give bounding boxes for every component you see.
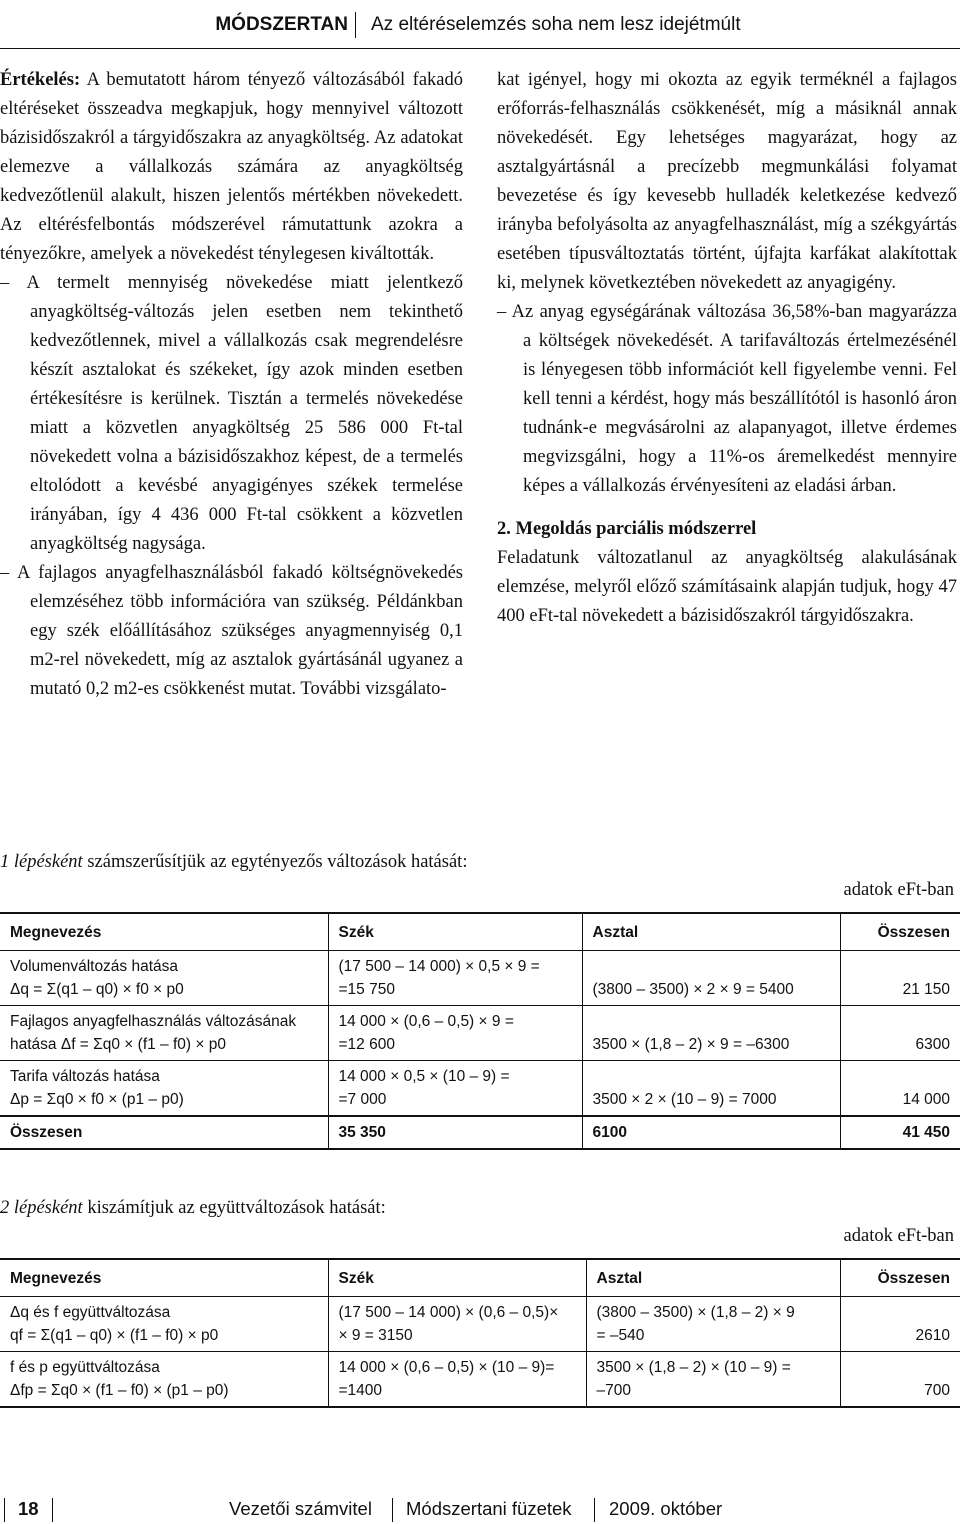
row-total: 21 150	[840, 951, 960, 1006]
table-joint-factor	[0, 1258, 960, 1408]
table-row	[0, 1352, 960, 1408]
asztal-result: = –540	[596, 1327, 645, 1344]
total-label: Összesen	[0, 1116, 328, 1149]
grand-total: 41 450	[840, 1116, 960, 1149]
szek-result: × 9 = 3150	[338, 1327, 413, 1344]
table-single-factor	[0, 912, 960, 1150]
left-column	[0, 66, 463, 704]
page-footer	[0, 1494, 960, 1524]
row-formula: qf = Σ(q1 – q0) × (f1 – f0) × p0	[10, 1327, 219, 1344]
footer-separator	[392, 1498, 393, 1522]
footer-journal: Vezetői számvitel	[229, 1498, 372, 1519]
row-total: 2610	[840, 1297, 960, 1352]
page-header	[0, 8, 960, 48]
szek-calc: 14 000 × (0,6 – 0,5) × (10 – 9)=	[338, 1359, 555, 1376]
szek-result: =15 750	[338, 981, 395, 998]
table1-header-row	[0, 913, 960, 951]
total-szek: 35 350	[328, 1116, 582, 1149]
section-label: MÓDSZERTAN	[215, 14, 348, 35]
bullet-unit-price: – Az anyag egységárának változása 36,58%-ban magyarázza a költségek növekedését. A tarifaváltozás értelmezésénél is lényegesen több információt kell figyelembe venni. Fel kell tenni a kérdést, hogy más beszállítótól is hasonló áron tudnánk-e megvásárolni az alapanyagot, illetve érdemes megvizsgálni, hogy a 11%-os áremelkedést mennyire képes a vállalkozás érvényesíteni az eladási árban.	[497, 302, 957, 496]
step2-caption	[0, 1198, 386, 1219]
szek-calc: (17 500 – 14 000) × (0,6 – 0,5)×	[338, 1304, 559, 1321]
evaluation-paragraph	[0, 66, 463, 269]
step2-text: kiszámítjuk az együttváltozások hatását:	[82, 1198, 386, 1218]
col-header-name: Megnevezés	[0, 913, 328, 951]
right-column	[497, 66, 957, 631]
row-total: 700	[840, 1352, 960, 1408]
table-row	[0, 1006, 960, 1061]
header-rule	[0, 48, 960, 49]
table-row	[0, 951, 960, 1006]
step1-caption	[0, 852, 467, 873]
bullet-volume: – A termelt mennyiség növekedése miatt jelentkező anyagköltség-változás jelen esetben nem tekinthető kedvezőtlennek, mivel a vállalkozás csak megrendelésre készít asztalokat és székeket, így azok minden esetben értékesítésre is kerülnek. Tisztán a termelés növekedése miatt a közvetlen anyagköltség 25 586 000 Ft-tal növekedett volna a bázisidőszakhoz képest, de a termelés eltolódott a kevésbé anyagigényes székek termelése irányában, így 4 436 000 Ft-tal csökkent a közvetlen anyagköltség nagysága.	[0, 273, 463, 554]
table-row	[0, 1297, 960, 1352]
page-number: 18	[18, 1498, 39, 1519]
step1-text: számszerűsítjük az egytényezős változások hatását:	[82, 852, 468, 872]
col-header-total: Összesen	[840, 913, 960, 951]
total-asztal: 6100	[582, 1116, 840, 1149]
article-title: Az eltéréselemzés soha nem lesz idejétmúlt	[371, 14, 741, 35]
evaluation-label: Értékelés:	[0, 70, 81, 90]
asztal-result: –700	[596, 1382, 631, 1399]
table2-header-row	[0, 1259, 960, 1297]
asztal-calc: (3800 – 3500) × 2 × 9 = 5400	[582, 951, 840, 1006]
row-total: 14 000	[840, 1061, 960, 1117]
szek-result: =12 600	[338, 1036, 395, 1053]
col-header-szek: Szék	[328, 1259, 586, 1297]
szek-calc: 14 000 × 0,5 × (10 – 9) =	[338, 1068, 510, 1085]
row-formula: hatása Δf = Σq0 × (f1 – f0) × p0	[10, 1036, 226, 1053]
table1-total-row	[0, 1116, 960, 1149]
asztal-calc: 3500 × (1,8 – 2) × 9 = –6300	[582, 1006, 840, 1061]
szek-result: =7 000	[338, 1091, 387, 1108]
row-label: Fajlagos anyagfelhasználás változásának	[10, 1013, 297, 1030]
row-formula: Δp = Σq0 × f0 × (p1 – p0)	[10, 1091, 184, 1108]
szek-calc: (17 500 – 14 000) × 0,5 × 9 =	[338, 958, 540, 975]
col-header-total: Összesen	[840, 1259, 960, 1297]
footer-series: Módszertani füzetek	[406, 1498, 572, 1519]
step2-em: 2 lépésként	[0, 1198, 83, 1218]
asztal-calc: 3500 × 2 × (10 – 9) = 7000	[582, 1061, 840, 1117]
szek-result: =1400	[338, 1382, 383, 1399]
table2-unit: adatok eFt-ban	[843, 1226, 954, 1246]
footer-separator	[4, 1498, 5, 1522]
header-separator	[355, 12, 356, 38]
asztal-calc: 3500 × (1,8 – 2) × (10 – 9) =	[596, 1359, 791, 1376]
row-total: 6300	[840, 1006, 960, 1061]
bullet-specific-usage: – A fajlagos anyagfelhasználásból fakadó költségnövekedés elemzéséhez több információra van szükség. Példánkban egy szék előállításához szükséges anyagmennyiség 0,1 m2-rel növekedett, míg az asztalok gyártásánál ugyanez a mutató 0,2 m2-es csökkenést mutat. További vizsgálato-	[0, 563, 463, 699]
footer-separator	[594, 1498, 595, 1522]
row-formula: Δq = Σ(q1 – q0) × f0 × p0	[10, 981, 184, 998]
col-header-szek: Szék	[328, 913, 582, 951]
table-row	[0, 1061, 960, 1117]
section-heading: 2. Megoldás parciális módszerrel	[497, 519, 757, 539]
col-header-asztal: Asztal	[582, 913, 840, 951]
szek-calc: 14 000 × (0,6 – 0,5) × 9 =	[338, 1013, 514, 1030]
col-header-asztal: Asztal	[586, 1259, 840, 1297]
footer-date: 2009. október	[609, 1498, 723, 1519]
row-label: f és p együttváltozása	[10, 1359, 160, 1376]
evaluation-text: A bemutatott három tényező változásából fakadó eltéréseket összeadva megkapjuk, hogy mennyivel változott bázisidőszakról a tárgyidőszakra az anyagköltség. Az adatokat elemezve a vállalkozás számára az anyagköltség kedvezőtlenül alakult, hiszen jelentős mértékben növekedett. Az eltérésfelbontás módszerével rámutattunk azokra a tényezőkre, amelyek a növekedést ténylegesen kiváltották.	[0, 70, 463, 264]
step1-em: 1 lépésként	[0, 852, 83, 872]
row-label: Δq és f együttváltozása	[10, 1304, 171, 1321]
table1-unit: adatok eFt-ban	[843, 880, 954, 900]
method-paragraph: Feladatunk változatlanul az anyagköltség alakulásának elemzése, melyről előző számításaink alapján tudjuk, hogy 47 400 eFt-tal növekedett a bázisidőszakról tárgyidőszakra.	[497, 548, 957, 626]
row-label: Volumenváltozás hatása	[10, 958, 179, 975]
continuation-paragraph: kat igényel, hogy mi okozta az egyik terméknél a fajlagos erőforrás-felhasználás csökkenését, míg a másiknál annak növekedését. Egy lehetséges magyarázat, hogy az asztalgyártásnál a precízebb megmunkálási folyamat bevezetése és így kevesebb hulladék keletkezése kedvező irányba befolyásolta az anyagfelhasználást, míg a székgyártás esetében típusváltoztatás történt, újfajta karfákat alakítottak ki, melynek következtében növekedett az anyagigény.	[497, 70, 957, 293]
col-header-name: Megnevezés	[0, 1259, 328, 1297]
row-label: Tarifa változás hatása	[10, 1068, 160, 1085]
asztal-calc: (3800 – 3500) × (1,8 – 2) × 9	[596, 1304, 795, 1321]
row-formula: Δfp = Σq0 × (f1 – f0) × (p1 – p0)	[10, 1382, 229, 1399]
footer-separator	[52, 1498, 53, 1522]
